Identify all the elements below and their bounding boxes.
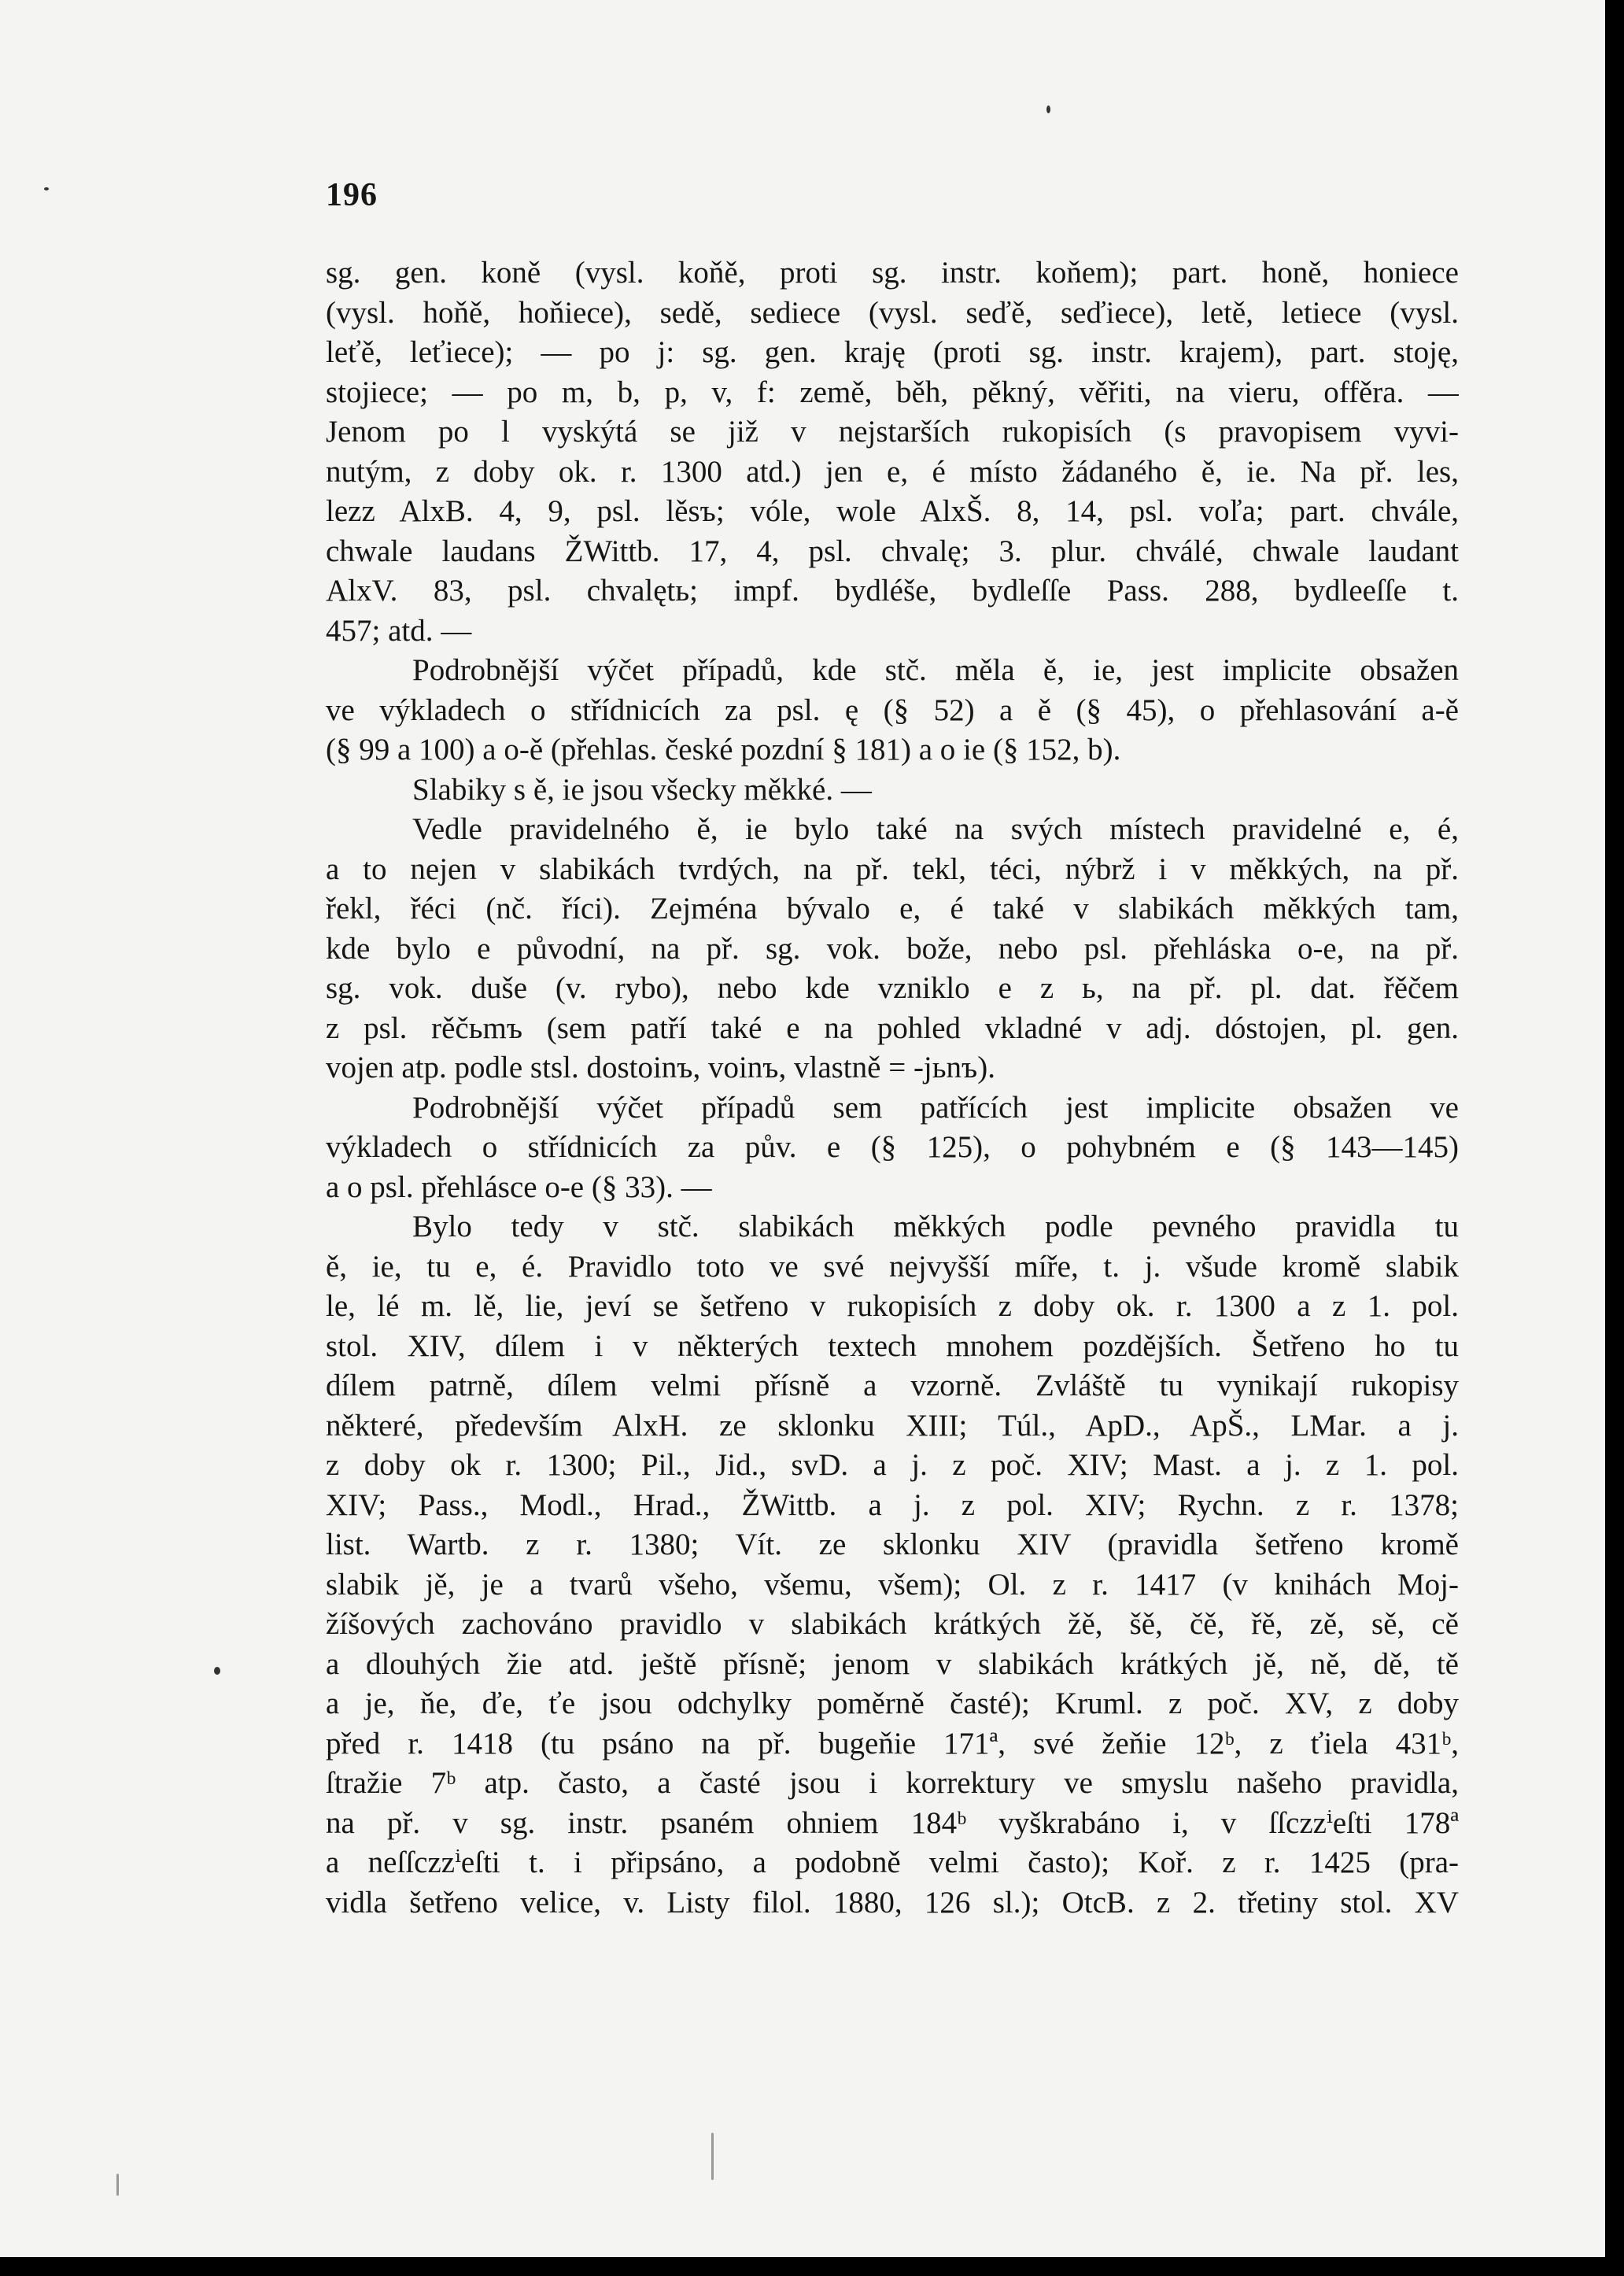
text-line: z psl. rěčьmъ (sem patří také e na pohled vkladné v adj. dóstojen, pl. gen. [326,1011,1459,1045]
text-line: Podrobnější výčet případů, kde stč. měla ě, ie, jest implicite obsažen [412,653,1459,687]
margin-speck [1046,105,1050,113]
margin-speck [711,2133,714,2180]
text-line: vidla šetřeno velice, v. Listy filol. 1880, 126 sl.); OtcB. z 2. třetiny stol. XV [326,1885,1459,1919]
text-line: leťě, leťiece); — po j: sg. gen. kraję (proti sg. instr. krajem), part. stoję, [326,335,1459,369]
text-line: ve výkladech o střídnicích za psl. ę (§ 52) a ě (§ 45), o přehlasování a-ě [326,693,1459,727]
text-line: Podrobnější výčet případů sem patřících jest implicite obsažen ve [412,1090,1459,1125]
text-line: a je, ňe, ďe, ťe jsou odchylky poměrně časté); Kruml. z poč. XV, z doby [326,1687,1459,1720]
text-line: Vedle pravidelného ě, ie bylo také na svých místech pravidelné e, é, [412,812,1459,846]
text-line: a to nejen v slabikách tvrdých, na př. tekl, téci, nýbrž i v měkkých, na př. [326,852,1459,886]
text-line: některé, především AlxH. ze sklonku XIII; Túl., ApD., ApŠ., LMar. a j. [326,1408,1459,1443]
text-line: na př. v sg. instr. psaném ohniem 184ᵇ vyškrabáno i, v ſſczzⁱeſti 178ª [326,1805,1459,1840]
text-line: ſtražie 7ᵇ atp. často, a časté jsou i korrektury ve smyslu našeho pravidla, [326,1766,1459,1800]
text-line: le, lé m. lě, lie, jeví se šetřeno v rukopisích z doby ok. r. 1300 a z 1. pol. [326,1289,1459,1323]
text-line: list. Wartb. z r. 1380; Vít. ze sklonku XIV (pravidla šetřeno kromě [326,1528,1459,1561]
text-line: před r. 1418 (tu psáno na př. bugeňie 171ª, své žeňie 12ᵇ, z ťiela 431ᵇ, [326,1726,1459,1761]
text-line: sg. gen. koně (vysl. koňě, proti sg. instr. koňem); part. honě, honiece [326,256,1459,290]
text-line: (§ 99 a 100) a o-ě (přehlas. české pozdní § 181) a o ie (§ 152, b). [326,733,1121,767]
text-line: lezz AlxB. 4, 9, psl. lěsъ; vóle, wole AlxŠ. 8, 14, psl. voľa; part. chvále, [326,494,1459,528]
text-line: sg. vok. duše (v. rybo), nebo kde vzniklo e z ь, na př. pl. dat. řěčem [326,971,1459,1005]
margin-speck [44,187,49,190]
text-line: stojiece; — po m, b, p, v, f: země, běh, pěkný, věřiti, na vieru, offěra. — [326,375,1459,409]
text-line: vojen atp. podle stsl. dostoinъ, voinъ, vlastně = -jьnъ). [326,1051,995,1084]
page-number: 196 [326,177,378,213]
text-line: stol. XIV, dílem i v některých textech mnohem pozdějších. Šetřeno ho tu [326,1328,1459,1363]
text-line: chwale laudans ŽWittb. 17, 4, psl. chvalę; 3. plur. chválé, chwale laudant [326,534,1459,568]
text-line: kde bylo e původní, na př. sg. vok. bože, nebo psl. přehláska o-e, na př. [326,931,1459,966]
text-line: Slabiky s ě, ie jsou všecky měkké. — [412,772,872,807]
text-line: XIV; Pass., Modl., Hrad., ŽWittb. a j. z pol. XIV; Rychn. z r. 1378; [326,1487,1459,1522]
text-line: z doby ok r. 1300; Pil., Jid., svD. a j. z poč. XIV; Mast. a j. z 1. pol. [326,1448,1459,1482]
text-line: AlxV. 83, psl. chvalętь; impf. bydléše, bydleſſe Pass. 288, bydleeſſe t. [326,574,1459,608]
margin-speck [116,2174,119,2196]
text-line: Jenom po l vyskýtá se již v nejstarších rukopisích (s pravopisem vyvi- [326,415,1459,449]
text-line: Bylo tedy v stč. slabikách měkkých podle pevného pravidla tu [412,1210,1459,1243]
text-line: (vysl. hoňě, hoňiece), sedě, sediece (vysl. seďě, seďiece), letě, letiece (vysl. [326,295,1459,330]
text-line: ě, ie, tu e, é. Pravidlo toto ve své nejvyšší míře, t. j. všude kromě slabik [326,1249,1459,1284]
text-line: dílem patrně, dílem velmi přísně a vzorně. Zvláště tu vynikají rukopisy [326,1369,1459,1402]
text-line: a neſſczzⁱeſti t. i připsáno, a podobně velmi často); Koř. z r. 1425 (pra- [326,1846,1459,1879]
text-line: řekl, řéci (nč. říci). Zejména bývalo e, é také v slabikách měkkých tam, [326,892,1459,926]
text-line: slabik jě, je a tvarů všeho, všemu, všem); Ol. z r. 1417 (v knihách Moj- [326,1567,1459,1602]
margin-speck [214,1667,220,1675]
text-line: a o psl. přehlásce o-e (§ 33). — [326,1169,712,1204]
body-text [326,253,1459,1923]
text-line: a dlouhých žie atd. ještě přísně; jenom v slabikách krátkých jě, ně, dě, tě [326,1646,1459,1681]
text-line: nutým, z doby ok. r. 1300 atd.) jen e, é místo žádaného ě, ie. Na př. les, [326,454,1459,489]
text-line: žíšových zachováno pravidlo v slabikách krátkých žě, šě, čě, řě, zě, sě, cě [326,1607,1459,1641]
text-line: 457; atd. — [326,613,472,648]
text-line: výkladech o střídnicích za pův. e (§ 125), o pohybném e (§ 143—145) [326,1130,1459,1164]
